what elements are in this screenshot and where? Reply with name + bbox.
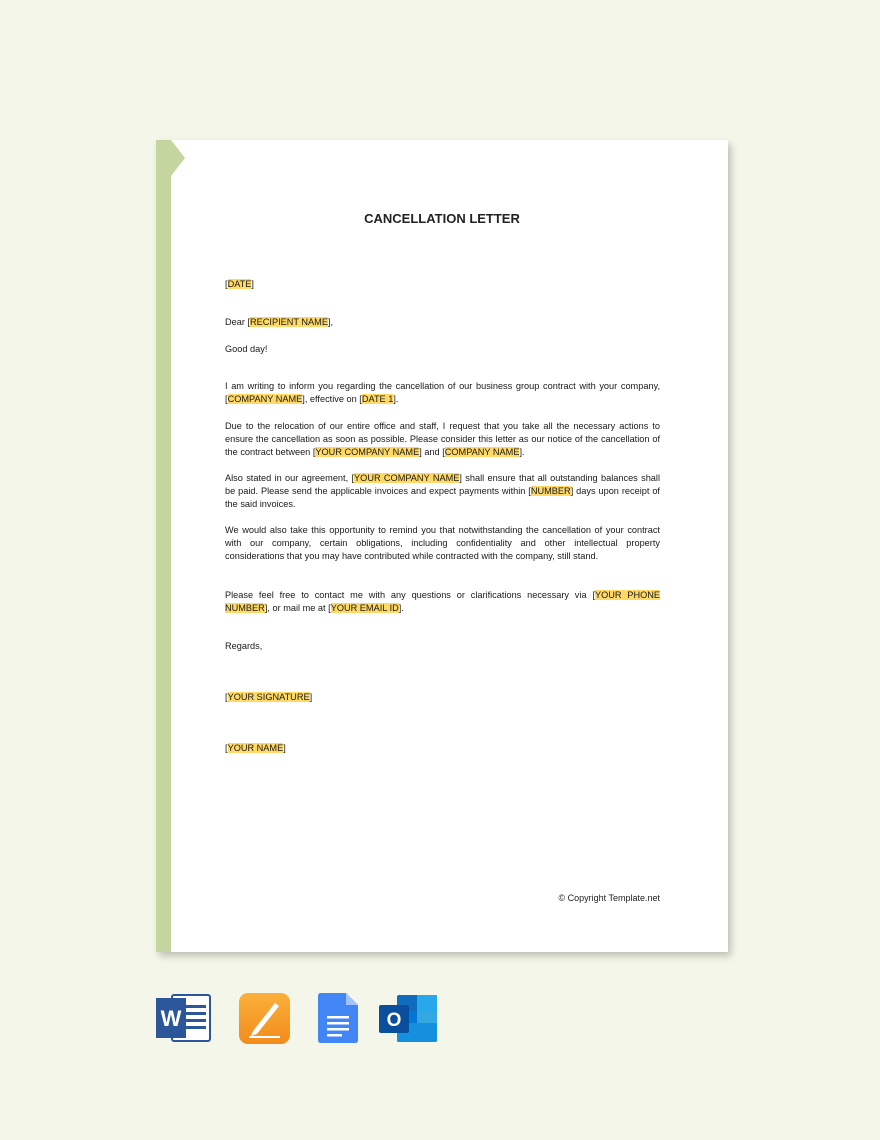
paragraph-2: Due to the relocation of our entire office and staff, I request that you take all the necessary actions to ensure the cancellation as soon as possible. Please consider this letter as our notice of the cancellation of the contract between [YOUR COMPANY NAME] and [COMPANY NAME]. bbox=[225, 421, 660, 457]
name-placeholder: YOUR NAME bbox=[227, 743, 284, 753]
your-company-name-placeholder: YOUR COMPANY NAME bbox=[354, 473, 460, 483]
company-name-placeholder: COMPANY NAME bbox=[444, 446, 520, 457]
spine-tab bbox=[171, 140, 185, 176]
date-1-placeholder: DATE 1 bbox=[361, 393, 394, 404]
copyright-notice: © Copyright Template.net bbox=[558, 893, 660, 903]
paragraph-3: Also stated in our agreement, [YOUR COMPANY NAME] shall ensure that all outstanding balances shall be paid. Please send the applicable invoices and expect payments within [NUMBER] days upon receipt of the said invoices. bbox=[225, 473, 661, 509]
paragraph-1: I am writing to inform you regarding the cancellation of our business group contract with your company, [COMPANY NAME], effective on [DATE 1]. bbox=[225, 381, 660, 404]
svg-text:W: W bbox=[160, 1006, 182, 1031]
number-placeholder: NUMBER bbox=[530, 485, 571, 496]
greeting: Good day! bbox=[225, 344, 268, 354]
outlook-icon[interactable] bbox=[379, 993, 439, 1044]
company-name-placeholder: COMPANY NAME bbox=[227, 393, 303, 404]
letter-title: CANCELLATION LETTER bbox=[364, 211, 520, 226]
pages-icon[interactable] bbox=[239, 993, 290, 1044]
svg-text:O: O bbox=[386, 1010, 402, 1031]
signature-line: [YOUR SIGNATURE] bbox=[225, 692, 313, 702]
name-line: [YOUR NAME] bbox=[225, 743, 286, 753]
paragraph-4: We would also take this opportunity to remind you that notwithstanding the cancellation of your contract with our company, certain obligations, including confidentiality and other intellectual property considerations that you may have contributed while contracted with the company, still stand. bbox=[225, 525, 660, 561]
your-company-name-placeholder: YOUR COMPANY NAME bbox=[315, 446, 420, 457]
recipient-placeholder: RECIPIENT NAME bbox=[250, 317, 328, 327]
signature-placeholder: YOUR SIGNATURE bbox=[227, 692, 310, 702]
salutation: Dear [RECIPIENT NAME], bbox=[225, 317, 334, 327]
date-placeholder: DATE bbox=[227, 279, 252, 289]
closing: Regards, bbox=[225, 641, 263, 651]
page-spine bbox=[156, 140, 171, 952]
date-line: [DATE] bbox=[225, 279, 254, 289]
letter-page bbox=[156, 140, 728, 952]
word-icon[interactable] bbox=[156, 993, 212, 1043]
email-placeholder: YOUR EMAIL ID bbox=[330, 602, 399, 613]
phone-number-placeholder: YOUR PHONE NUMBER bbox=[225, 590, 660, 613]
google-docs-icon[interactable] bbox=[318, 993, 358, 1043]
paragraph-5: Please feel free to contact me with any questions or clarifications necessary via [YOUR PHONE NUMBER], or mail me at [YOUR EMAIL ID]. bbox=[225, 590, 660, 613]
